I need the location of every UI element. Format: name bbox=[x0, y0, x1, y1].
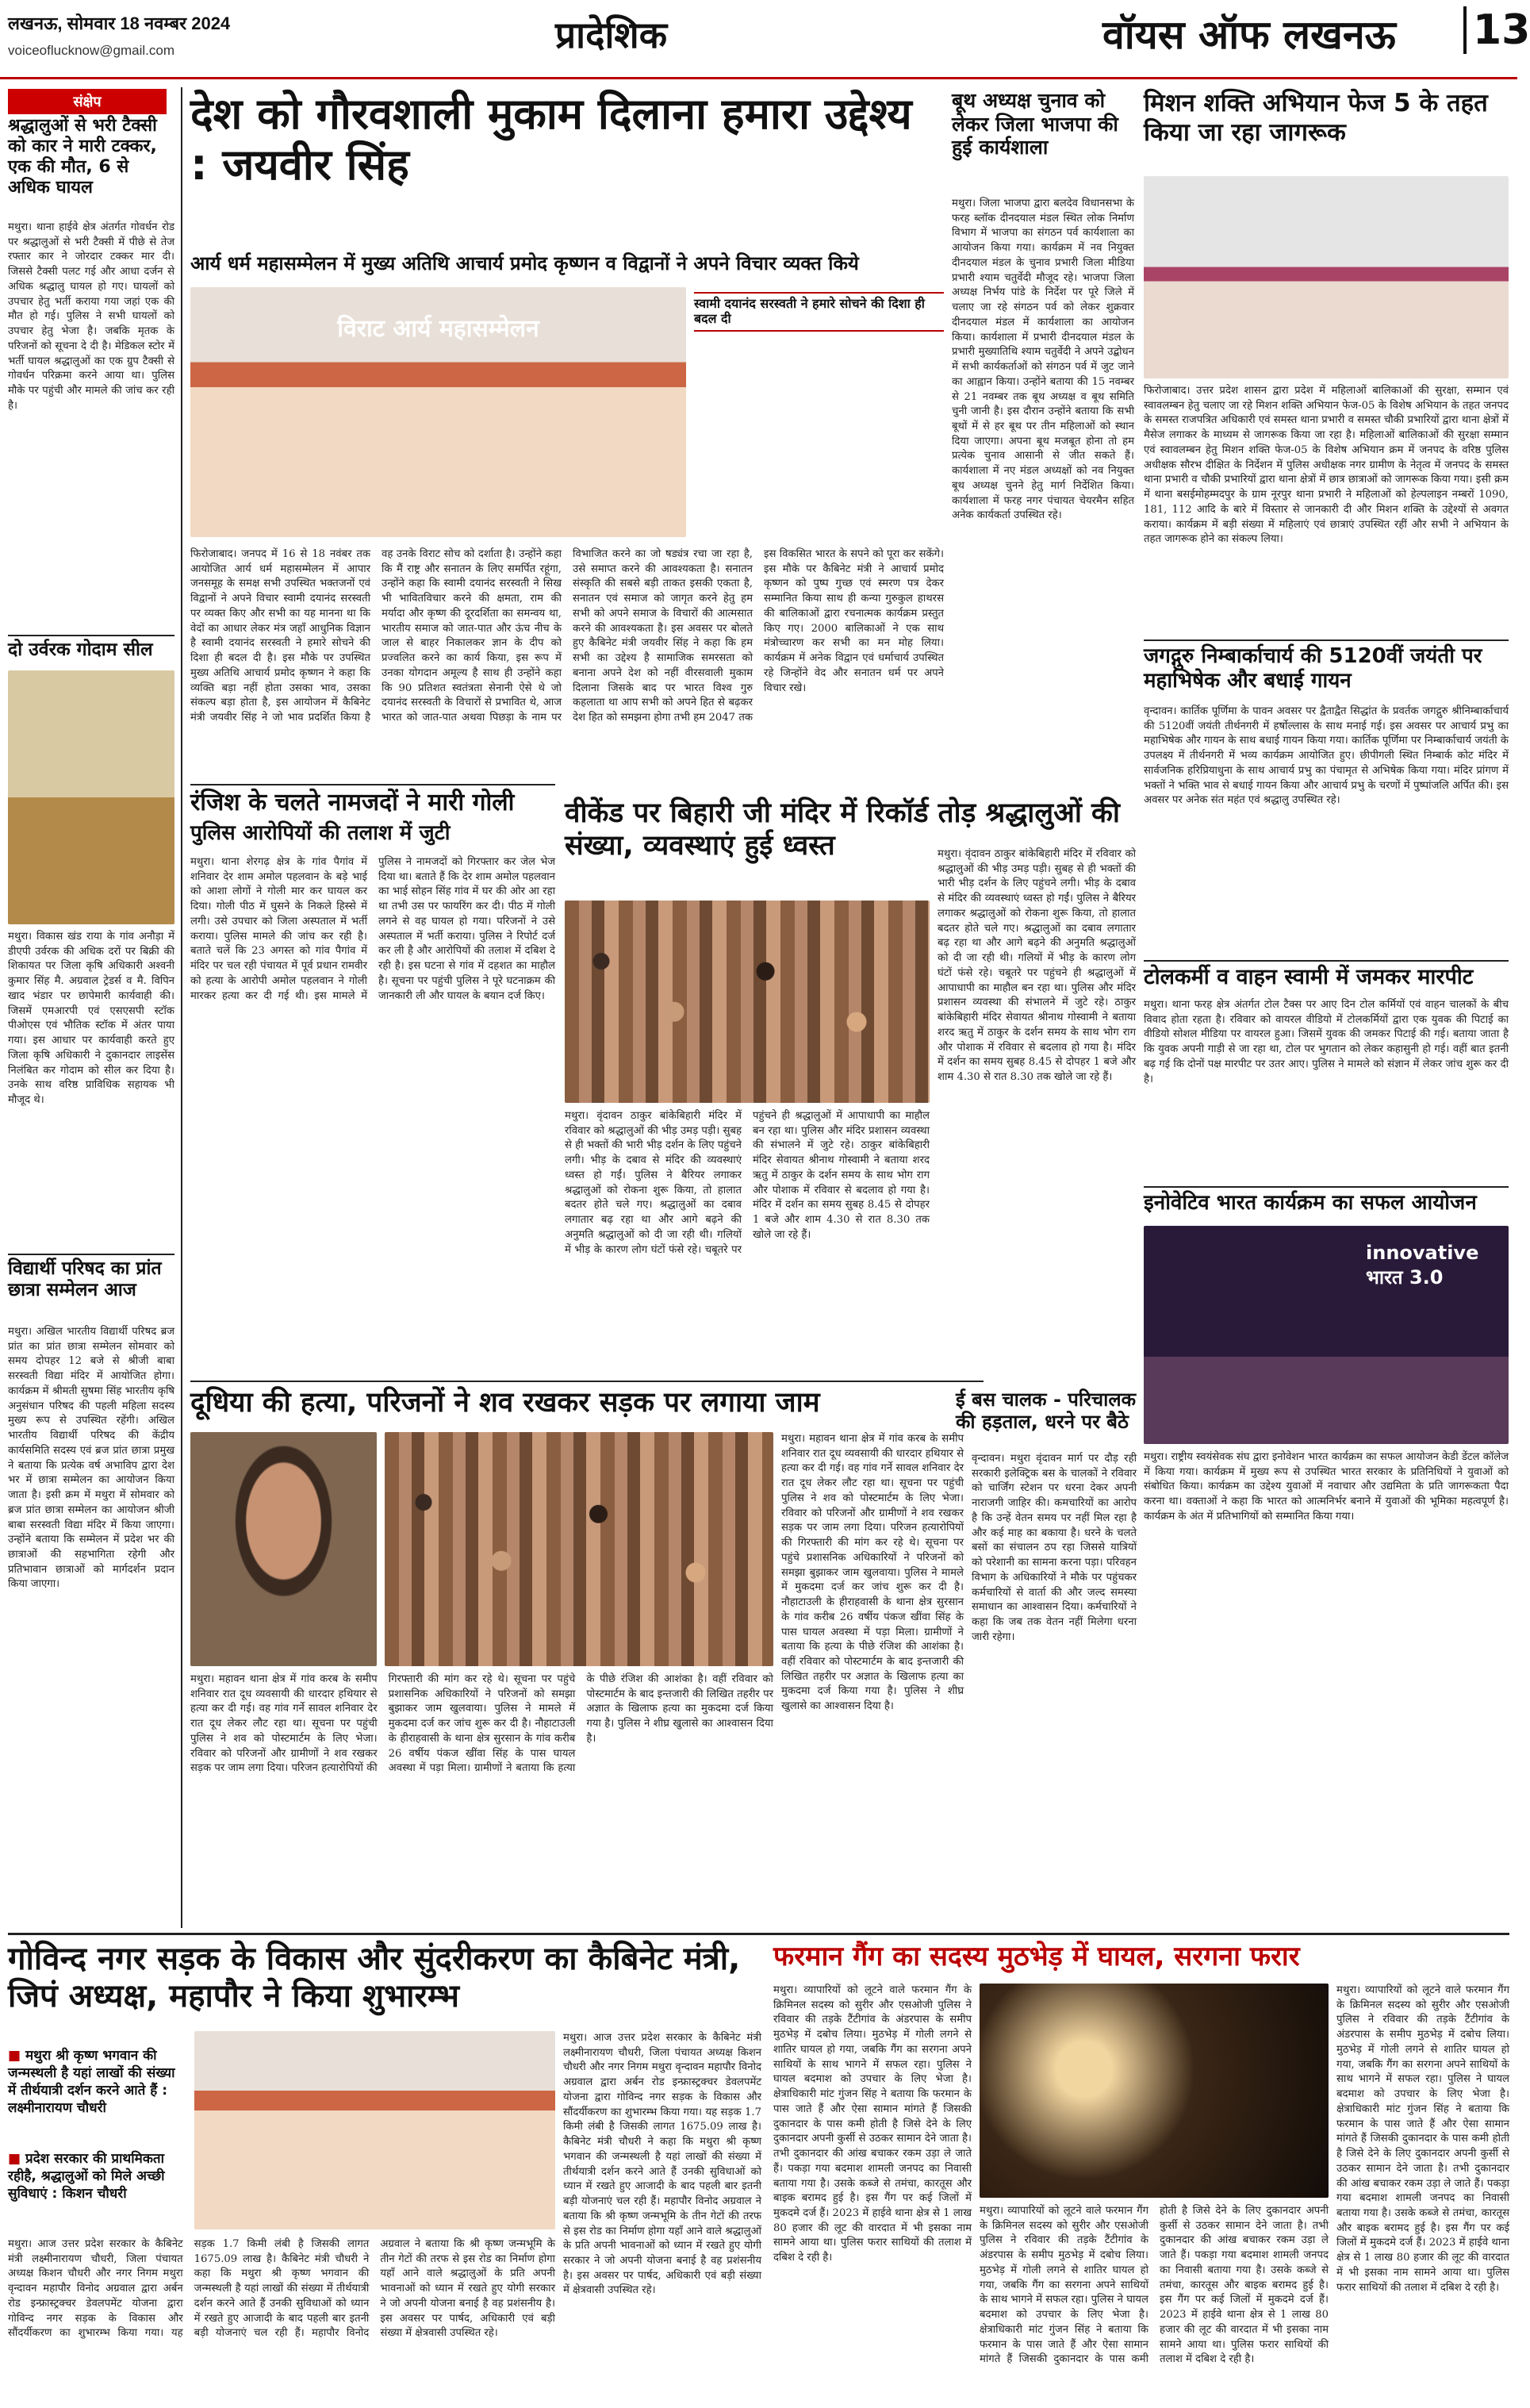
govindnagar-photo bbox=[194, 2031, 555, 2229]
bankebihari-crowd-photo bbox=[565, 901, 930, 1103]
ranjish-subheadline: पुलिस आरोपियों की तलाश में जुटी bbox=[190, 821, 451, 845]
govindnagar-highlight-1: ■ मथुरा श्री कृष्ण भगवान की जन्मस्थली है यहां लाखों की संख्या में तीर्थयात्री दर्शन करने आते हैं : लक्ष्मीनारायण चौधरी bbox=[8, 2047, 186, 2117]
govindnagar-highlight-2: ■ प्रदेश सरकार की प्राथमिकता रहीहै, श्रद्धालुओं को मिले अच्छी सुविधाएं : किशन चौधरी bbox=[8, 2150, 186, 2203]
farman-body-1: मथुरा। व्यापारियों को लूटने वाले फरमान गैंग के क्रिमिनल सदस्य को सुरीर और एसओजी पुलिस ने रविवार की तड़के टैंटीगांव के अंडरपास के समीप मुठभेड़ में दबोच लिया। मुठभेड़ में गोली लगने से शातिर घायल हो गया, जबकि गैंग का सरगना अपने साथियों के साथ भागने में सफल रहा। पुलिस ने घायल बदमाश को उपचार के लिए भेजा है। क्षेत्राधिकारी मांट गुंजन सिंह ने बताया कि फरमान के पास जाते हैं और ऐसा सामान मांगते हैं जिसकी दुकानदार के पास कमी होती है जिसे देने के लिए दुकानदार अपनी कुर्सी से उठकर सामान देने जाता है। तभी दुकानदार की आंख बचाकर रकम उड़ा ले जाते हैं। पकड़ा गया बदमाश शामली जनपद का निवासी बताया गया है। उसके कब्जे से तमंचा, कारतूस और बाइक बरामद हुई है। इस गैंग पर कई जिलों में मुकदमे दर्ज हैं। 2023 में हाईवे थाना क्षेत्र से 1 लाख 80 हजार की लूट की वारदात में भी इसका नाम सामने आया था। पुलिस फरार साथियों की तलाश में दबिश दे रही है। bbox=[773, 1984, 972, 2264]
innovative-headline: इनोवेटिव भारत कार्यक्रम का सफल आयोजन bbox=[1144, 1186, 1509, 1216]
doodhiya-body: मथुरा। महावन थाना क्षेत्र में गांव करब के समीप शनिवार रात दूध व्यवसायी की धारदार हथियार से हत्या कर दी गई। वह गांव गर्ने सावल शनिवार देर रात दूध लेकर लौट रहा था। सूचना पर पहुंची पुलिस ने शव को पोस्टमार्टम के लिए भेजा। रविवार को परिजनों और ग्रामीणों ने शव रखकर सड़क पर जाम लगा दिया। परिजन हत्यारोपियों की गिरफ्तारी की मांग कर रहे थे। सूचना पर पहुंचे प्रशासनिक अधिकारियों ने परिजनों को समझा बुझाकर जाम खुलवाया। पुलिस ने मामले में मुकदमा दर्ज कर जांच शुरू कर दी है। नौहाटाउली के हीराहवासी के थाना क्षेत्र सुरसान के गांव करीब 26 वर्षीय पंकज खींवा सिंह के पास घायल अवस्था में पड़ा मिला। ग्रामीणों ने बताया कि हत्या के पीछे रंजिश की आशंका है। वहीं रविवार को पोस्टमार्टम के बाद इन्तजारी की लिखित तहरीर पर अज्ञात के खिलाफ हत्या का मुकदमा दर्ज किया गया है। पुलिस ने शीघ्र खुलासे का आश्वासन दिया है। bbox=[190, 1673, 773, 1775]
innovative-banner: innovative भारत 3.0 bbox=[1366, 1242, 1479, 1288]
farman-encounter-photo bbox=[980, 1984, 1329, 2198]
doodhiya-headline: दूधिया की हत्या, परिजनों ने शव रखकर सड़क पर लगाया जाम bbox=[190, 1381, 984, 1419]
toll-body: मथुरा। थाना फरह क्षेत्र अंतर्गत टोल टैक्स पर आए दिन टोल कर्मियों एवं वाहन चालकों के बीच विवाद होता रहता है। रविवार को वायरल वीडियो में टोलकर्मियों द्वारा एक युवक की पिटाई का वीडियो सोशल मीडिया पर वायरल हुआ। जिसमें युवक की जमकर पिटाई की गई। बताया जाता है कि युवक अपनी गाड़ी से जा रहा था, टोल पर भुगतान को लेकर कहासुनी हो गई। वहीं बात इतनी बढ़ गई कि दोनों पक्ष मारपीट पर उतर आए। पुलिस ने मामले को संज्ञान में लेकर जांच शुरू कर दी है। bbox=[1144, 999, 1509, 1085]
brief-tag: संक्षेप bbox=[8, 89, 167, 114]
brief-headline-2: दो उर्वरक गोदाम सील bbox=[8, 635, 174, 661]
booth-body: मथुरा। जिला भाजपा द्वारा बलदेव विधानसभा के फरह ब्लॉक दीनदयाल मंडल स्थित लोक निर्माण विभाग में भाजपा का संगठन पर्व कार्यशाला का आयोजन किया गया। कार्यक्रम में नव नियुक्त दीनदयाल मंडल के चुनाव प्रभारी जिला मीडिया प्रभारी श्याम चतुर्वेदी मौजूद रहे। भाजपा जिला अध्यक्ष निर्भय पांडे के निर्देश पर पूरे जिले में चलाए जा रहे संगठन पर्व को लेकर शुक्रवार दीनदयाल मंडल में कार्यशाला का आयोजन किया। कार्यशाला में प्रभारी दीनदयाल मंडल के प्रभारी मुख्यातिथि श्याम चतुर्वेदी ने अपने उद्बोधन में सभी कार्यकर्ताओं को संगठन पर्व में जुट जाने का आह्वान किया। उन्होंने बताया की 15 नवम्बर से 21 नवम्बर तक बूथ अध्यक्ष व बूथ समिति चुनी जानी है। इस दौरान उन्होंने बताया कि सभी बूथों में से हर बूथ पर तीन महिलाओं को स्थान दिया जाएगा। अपना बूथ मजबूत होना तो हम प्रत्येक चुनाव आसानी से जीत सकते हैं। कार्यशाला में नए मंडल अध्यक्षों को नव नियुक्त बूथ अध्यक्ष चुनने हेतु मार्ग निर्देशित किया। कार्यशाला में फरह नगर पंचायत चेयरमैन सहित अनेक कार्यकर्ता उपस्थित रहे। bbox=[952, 198, 1134, 522]
govindnagar-body-cont: मथुरा। आज उत्तर प्रदेश सरकार के कैबिनेट मंत्री लक्ष्मीनारायण चौधरी, जिला पंचायत अध्यक्ष किशन चौधरी और नगर निगम मथुरा वृन्दावन महापौर विनोद अग्रवाल द्वारा अर्बन रोड इन्फ्रास्ट्रक्चर डेवलपमेंट योजना द्वारा गोविन्द नगर सड़क के विकास और सौंदर्यीकरण का शुभारम्भ किया गया। यह सड़क 1.7 किमी लंबी है जिसकी लागत 1675.09 लाख है। कैबिनेट मंत्री चौधरी ने कहा कि मथुरा श्री कृष्ण भगवान की जन्मस्थली है यहां लाखों की संख्या में तीर्थयात्री दर्शन करने आते हैं उनकी सुविधाओं को ध्यान में रखते हुए आजादी के बाद पहली बार इतनी बड़ी योजनाएं चल रही हैं। महापौर विनोद अग्रवाल ने बताया कि श्री कृष्ण जन्मभूमि के तीन गेटों की तरफ से इस रोड का निर्माण होगा यहाँ आने वाले श्रद्धालुओं के प्रति अपनी भावनाओं को ध्यान में रखते हुए योगी सरकार ने जो अपनी योजना बनाई है वह प्रशंसनीय है। इस अवसर पर पार्षद, अधिकारी एवं बड़ी संख्या में क्षेत्रवासी उपस्थित रहे। bbox=[563, 2032, 761, 2297]
brief-body-2: मथुरा। विकास खंड राया के गांव अनौड़ा में डीएपी उर्वरक की अधिक दरों पर बिक्री की शिकायत पर जिला कृषि अधिकारी अश्वनी कुमार सिंह मै. अग्रवाल ट्रेडर्स व मै. विपिन खाद भंडार पर छापेमारी कार्यवाही की। जिसमें एमआरपी एवं एसएसपी स्टॉक पीओएस एवं भौतिक स्टॉक में अंतर पाया गया। इस आधार पर कार्यवाही करते हुए जिला कृषि अधिकारी ने दुकानदार लाइसेंस निलंबित कर गोदाम को सील कर दिया है। उनके साथ वरिष्ठ प्राविधिक सहायक भी मौजूद थे। bbox=[8, 931, 174, 1107]
mission-headline: मिशन शक्ति अभियान फेज 5 के तहत किया जा रहा जागरूक bbox=[1144, 89, 1488, 147]
doodhiya-body-side: मथुरा। महावन थाना क्षेत्र में गांव करब के समीप शनिवार रात दूध व्यवसायी की धारदार हथियार से हत्या कर दी गई। वह गांव गर्ने सावल शनिवार देर रात दूध लेकर लौट रहा था। सूचना पर पहुंची पुलिस ने शव को पोस्टमार्टम के लिए भेजा। रविवार को परिजनों और ग्रामीणों ने शव रखकर सड़क पर जाम लगा दिया। परिजन हत्यारोपियों की गिरफ्तारी की मांग कर रहे थे। सूचना पर पहुंचे प्रशासनिक अधिकारियों ने परिजनों को समझा बुझाकर जाम खुलवाया। पुलिस ने मामले में मुकदमा दर्ज कर जांच शुरू कर दी है। नौहाटाउली के हीराहवासी के थाना क्षेत्र सुरसान के गांव करीब 26 वर्षीय पंकज खींवा सिंह के पास घायल अवस्था में पड़ा मिला। ग्रामीणों ने बताया कि हत्या के पीछे रंजिश की आशंका है। वहीं रविवार को पोस्टमार्टम के बाद इन्तजारी की लिखित तहरीर पर अज्ञात के खिलाफ हत्या का मुकदमा दर्ज किया गया है। पुलिस ने शीघ्र खुलासे का आश्वासन दिया है। bbox=[781, 1433, 964, 1713]
road-block-photo bbox=[385, 1432, 773, 1666]
issue-date: लखनऊ, सोमवार 18 नवम्बर 2024 bbox=[8, 13, 231, 33]
brief-headline-1: श्रद्धालुओं से भरी टैक्सी को कार ने मारी टक्कर, एक की मौत, 6 से अधिक घायल bbox=[8, 116, 157, 198]
booth-headline: बूथ अध्यक्ष चुनाव को लेकर जिला भाजपा की हुई कार्यशाला bbox=[952, 89, 1118, 159]
ranjish-body: मथुरा। थाना शेरगढ़ क्षेत्र के गांव पैगांव में शनिवार देर शाम अमोल पहलवान के बड़े भाई को आशा लोगों ने गोली मार कर घायल कर दिया। गोली पीठ में घुसने के निकले हिस्से में लगी। उसे उपचार को जिला अस्पताल में भर्ती कराया। पुलिस मामले की जांच कर रही है। बताते चलें कि 23 अगस्त को गांव पैगांव में मंदिर पर चल रही पंचायत में पूर्व प्रधान रामवीर को हत्या के आरोपी अमोल पहलवान ने गोली मारकर हत्या कर दी गई थी। इस मामले में पुलिस ने नामजदों को गिरफ्तार कर जेल भेज दिया था। बताते हैं कि देर शाम अमोल पहलवान का भाई सोहन सिंह गांव में घर की ओर आ रहा था तभी उस पर फायरिंग कर दी। पीठ में गोली लगने से वह घायल हो गया। परिजनों ने उसे अस्पताल में भर्ती कराया। पुलिस ने रिपोर्ट दर्ज कर ली है और आरोपियों की तलाश में दबिश दे रही है। इस घटना से गांव में दहशत का माहौल है। सूचना पर पहुंची पुलिस ने पूरे घटनाक्रम की जानकारी ली और घायल के बयान दर्ज किए। bbox=[190, 856, 555, 1002]
lead-subheadline: आर्य धर्म महासम्मेलन में मुख्य अतिथि आचार्य प्रमोद कृष्णन व विद्वानों ने अपने विचार व्यक्त किये bbox=[190, 252, 859, 275]
farman-headline: फरमान गैंग का सदस्य मुठभेड़ में घायल, सरगना फरार bbox=[773, 1941, 1300, 1972]
innovative-photo bbox=[1144, 1226, 1509, 1444]
govindnagar-headline: गोविन्द नगर सड़क के विकास और सुंदरीकरण का कैबिनेट मंत्री, जिपं अध्यक्ष, महापौर ने किया शुभारम्भ bbox=[8, 1941, 741, 2015]
lead-event-photo bbox=[190, 287, 686, 537]
jagadguru-body: वृन्दावन। कार्तिक पूर्णिमा के पावन अवसर पर द्वैताद्वैत सिद्धांत के प्रवर्तक जगद्गुरु श्रीनिम्बार्काचार्य की 5120वीं जयंती तीर्थनगरी में हर्षोल्लास के साथ मनाई गई। इस अवसर पर आचार्य प्रभु का महाभिषेक और गायन के साथ बधाई गायन किया गया। कार्तिक पूर्णिमा पर निम्बार्काचार्य जयंती के उपलक्ष्य में तीर्थनगरी में भव्य कार्यक्रम आयोजित हुए। छीपीगली स्थित निम्बार्क कोट मंदिर में सार्वजनिक हरिप्रियाधुना के साथ आचार्य प्रभु का पंचामृत से अभिषेक किया गया। मंदिर प्रांगण में भक्तों ने भक्ति भाव से बधाई गायन किया और आचार्य प्रभु के चरणों में पुष्पांजलि अर्पित की। इस अवसर पर अनेक संत महंत एवं श्रद्धालु उपस्थित रहे। bbox=[1144, 705, 1509, 807]
ebus-headline: ई बस चालक - परिचालक की हड़ताल, धरने पर बैठे bbox=[956, 1388, 1137, 1434]
bankebihari-body: मथुरा। वृंदावन ठाकुर बांकेबिहारी मंदिर में रविवार को श्रद्धालुओं की भीड़ उमड़ पड़ी। सुबह से ही भक्तों की भारी भीड़ दर्शन के लिए पहुंचने लगी। भीड़ के दबाव से मंदिर की व्यवस्थाएं ध्वस्त हो गईं। पुलिस ने बैरियर लगाकर श्रद्धालुओं को रोकना शुरू किया, तो हालात बदतर होते चले गए। श्रद्धालुओं का दबाव लगातार बढ़ रहा था और आगे बढ़ने की अनुमति श्रद्धालुओं को दी जा रही थी। गलियों में भीड़ के कारण लोग घंटों फंसे रहे। चबूतरे पर पहुंचने ही श्रद्धालुओं में आपाधापी का माहौल बन रहा था। पुलिस और मंदिर प्रशासन व्यवस्था की संभालने में जुटे रहे। ठाकुर बांकेबिहारी मंदिर सेवायत श्रीनाथ गोस्वामी ने बताया शरद ऋतु में ठाकुर के दर्शन समय के साथ भोग राग और पोशाक में रविवार से बदलाव हो गया है। मंदिर में दर्शन का समय सुबह 8.45 से दोपहर 1 बजे और शाम 4.30 से रात 8.30 तक खोले जा रहे हैं। bbox=[565, 1110, 930, 1256]
toll-headline: टोलकर्मी व वाहन स्वामी में जमकर मारपीट bbox=[1144, 960, 1509, 990]
bankebihari-body-cont: मथुरा। वृंदावन ठाकुर बांकेबिहारी मंदिर में रविवार को श्रद्धालुओं की भीड़ उमड़ पड़ी। सुबह से ही भक्तों की भारी भीड़ दर्शन के लिए पहुंचने लगी। भीड़ के दबाव से मंदिर की व्यवस्थाएं ध्वस्त हो गईं। पुलिस ने बैरियर लगाकर श्रद्धालुओं को रोकना शुरू किया, तो हालात बदतर होते चले गए। श्रद्धालुओं का दबाव लगातार बढ़ रहा था और आगे बढ़ने की अनुमति श्रद्धालुओं को दी जा रही थी। गलियों में भीड़ के कारण लोग घंटों फंसे रहे। चबूतरे पर पहुंचने ही श्रद्धालुओं में आपाधापी का माहौल बन रहा था। पुलिस और मंदिर प्रशासन व्यवस्था की संभालने में जुटे रहे। ठाकुर बांकेबिहारी मंदिर सेवायत श्रीनाथ गोस्वामी ने बताया शरद ऋतु में ठाकुर के दर्शन समय के साथ भोग राग और पोशाक में रविवार से बदलाव हो गया है। मंदिर में दर्शन का समय सुबह 8.45 से दोपहर 1 बजे और शाम 4.30 से रात 8.30 तक खोले जा रहे हैं। bbox=[938, 848, 1136, 1084]
mission-body: फिरोजाबाद। उत्तर प्रदेश शासन द्वारा प्रदेश में महिलाओं बालिकाओं की सुरक्षा, सम्मान एवं स्वावलम्बन हेतु चलाए जा रहे मिशन शक्ति अभियान फेज-05 के विशेष अभियान के तहत जनपद के समस्त राजपत्रित अधिकारी एवं समस्त थाना प्रभारी व समस्त चौकी प्रभारियों द्वारा थाना क्षेत्रों में मैसेज लगाकर के माध्यम से जागरूक किया जा रहा है। महिलाओं बालिकाओं की सुरक्षा सम्मान एवं स्वावलम्बन हेतु मिशन शक्ति फेज-05 के विशेष अभियान क्रम में जनपद के वरिष्ठ पुलिस अधीक्षक सौरभ दीक्षित के निर्देशन में पुलिस अधीक्षक नगर ग्रामीण के नेतृत्व में जनपद के समस्त थाना प्रभारी व चौकी प्रभारियों द्वारा थाना क्षेत्रों में छात्र छात्राओं को जागरूक किया गया। इसी क्रम में थाना बसईमोहम्मदपुर के ग्राम नूरपुर थाना प्रभारी ने महिलाओं को हेल्पलाइन नम्बरों 1090, 181, 112 आदि के बारे में विस्तार से जानकारी दी और मिशन शक्ति के उद्देश्यों से अवगत कराया। कार्यक्रम में बड़ी संख्या में महिलाएं एवं छात्राएं उपस्थित रहीं और सभी ने अभियान के तहत जागरूक होने का संकल्प लिया। bbox=[1144, 385, 1509, 546]
banner-text: विराट आर्य महासम्मेलन bbox=[337, 315, 539, 343]
innovative-body: मथुरा। राष्ट्रीय स्वयंसेवक संघ द्वारा इनोवेशन भारत कार्यक्रम का सफल आयोजन केडी डेंटल कॉलेज में किया गया। कार्यक्रम में मुख्य रूप से उपस्थित भारत सरकार के प्रतिनिधियों ने युवाओं को संबोधित किया। कार्यक्रम का उद्देश्य युवाओं में नवाचार और उद्यमिता के प्रति जागरूकता पैदा करना था। वक्ताओं ने कहा कि भारत को आत्मनिर्भर बनाने में युवाओं की भूमिका महत्वपूर्ण है। कार्यक्रम के अंत में प्रतिभागियों को सम्मानित किया गया। bbox=[1144, 1451, 1509, 1523]
victim-portrait bbox=[190, 1432, 377, 1666]
lead-body: फिरोजाबाद। जनपद में 16 से 18 नवंबर तक आयोजित आर्य धर्म महासम्मेलन में आपार जनसमूह के समक्ष सभी उपस्थित भक्तजनों एवं विद्वानों ने अपने विचार स्वामी दयानंद सरस्वती पर व्यक्त किए और सभी का यह मानना था कि वेदों का आधार लेकर मंत्र जहाँ आधुनिक विज्ञान है स्वामी दयानंद सरस्वती ने हमारे सोचने की दिशा ही बदल दी है। इस मौके पर उपस्थित मुख्य अतिथि आचार्य प्रमोद कृष्णन ने कहा कि व्यक्ति बड़ा नहीं होता उसका भाव, उसका संकल्प बड़ा होता है, इस आयोजन में कैबिनेट मंत्री जयवीर सिंह ने जो भाव प्रदर्शित किया है वह उनके विराट सोच को दर्शाता है। उन्होंने कहा कि मैं राष्ट्र और सनातन के लिए समर्पित रहूंगा, उन्होंने कहा कि स्वामी दयानंद सरस्वती ने सिख भी भावितविचार करने की क्षमता, राम की मर्यादा और कृष्ण की दूरदर्शिता का समन्वय था, भारतीय समाज को जात-पात और ऊंच नीच के जाल से बाहर निकालकर ज्ञान के दीप को प्रज्वलित करने का कार्य किया, इस रूप में उनका योगदान अमूल्य है साथ ही उन्होंने कहा कि 90 प्रतिशत स्वतंत्रता सेनानी ऐसे थे जो दयानंद सरस्वती के विचारों से प्रभावित थे, आज भारत को जात-पात अथवा पिछड़ा के नाम पर विभाजित करने का जो षड्यंत्र रचा जा रहा है, उसे समाप्त करने की आवश्यकता है। सनातन संस्कृति की सबसे बड़ी ताकत इसकी एकता है, सनातन एवं समाज को जागृत करने हेतु हम सभी को अपने समाज के विचारों की आत्मसात करने की आवश्यकता है। इस अवसर पर बोलते हुए कैबिनेट मंत्री जयवीर सिंह ने कहा कि हम सभी का उद्देश्य है सामाजिक समरसता को बनाना अपने देश को नहीं वीरसवाली मुकाम दिलाना जिसके बाद पर भारत विश्व गुरु कहलाता था आप सभी को अपने हित से बढ़कर देश हित को समझना होगा तभी हम 2047 तक इस विकसित भारत के सपने को पूरा कर सकेंगे। इस मौके पर कैबिनेट मंत्री ने आचार्य प्रमोद कृष्णन को पुष्प गुच्छ एवं स्मरण पत्र देकर सम्मानित किया साथ ही कन्या गुरुकुल हाथरस की बालिकाओं द्वारा रचनात्मक कार्यक्रम प्रस्तुत किए गए। 2000 बालिकाओं ने एक साथ मंत्रोच्चारण कर सभी का मन मोह लिया। कार्यक्रम में अनेक विद्वान एवं धर्माचार्य उपस्थित रहे जिन्होंने वेद और सनातन धर्म पर अपने विचार रखे। bbox=[190, 548, 944, 724]
govindnagar-body: मथुरा। आज उत्तर प्रदेश सरकार के कैबिनेट मंत्री लक्ष्मीनारायण चौधरी, जिला पंचायत अध्यक्ष किशन चौधरी और नगर निगम मथुरा वृन्दावन महापौर विनोद अग्रवाल द्वारा अर्बन रोड इन्फ्रास्ट्रक्चर डेवलपमेंट योजना द्वारा गोविन्द नगर सड़क के विकास और सौंदर्यीकरण का शुभारम्भ किया गया। यह सड़क 1.7 किमी लंबी है जिसकी लागत 1675.09 लाख है। कैबिनेट मंत्री चौधरी ने कहा कि मथुरा श्री कृष्ण भगवान की जन्मस्थली है यहां लाखों की संख्या में तीर्थयात्री दर्शन करने आते हैं उनकी सुविधाओं को ध्यान में रखते हुए आजादी के बाद पहली बार इतनी बड़ी योजनाएं चल रही हैं। महापौर विनोद अग्रवाल ने बताया कि श्री कृष्ण जन्मभूमि के तीन गेटों की तरफ से इस रोड का निर्माण होगा यहाँ आने वाले श्रद्धालुओं के प्रति अपनी भावनाओं को ध्यान में रखते हुए योगी सरकार ने जो अपनी योजना बनाई है वह प्रशंसनीय है। इस अवसर पर पार्षद, अधिकारी एवं बड़ी संख्या में क्षेत्रवासी उपस्थित रहे। bbox=[8, 2238, 555, 2340]
farman-body-2: मथुरा। व्यापारियों को लूटने वाले फरमान गैंग के क्रिमिनल सदस्य को सुरीर और एसओजी पुलिस ने रविवार की तड़के टैंटीगांव के अंडरपास के समीप मुठभेड़ में दबोच लिया। मुठभेड़ में गोली लगने से शातिर घायल हो गया, जबकि गैंग का सरगना अपने साथियों के साथ भागने में सफल रहा। पुलिस ने घायल बदमाश को उपचार के लिए भेजा है। क्षेत्राधिकारी मांट गुंजन सिंह ने बताया कि फरमान के पास जाते हैं और ऐसा सामान मांगते हैं जिसकी दुकानदार के पास कमी होती है जिसे देने के लिए दुकानदार अपनी कुर्सी से उठकर सामान देने जाता है। तभी दुकानदार की आंख बचाकर रकम उड़ा ले जाते हैं। पकड़ा गया बदमाश शामली जनपद का निवासी बताया गया है। उसके कब्जे से तमंचा, कारतूस और बाइक बरामद हुई है। इस गैंग पर कई जिलों में मुकदमे दर्ज हैं। 2023 में हाईवे थाना क्षेत्र से 1 लाख 80 हजार की लूट की वारदात में भी इसका नाम सामने आया था। पुलिस फरार साथियों की तलाश में दबिश दे रही है। bbox=[1336, 1984, 1509, 2294]
lead-pull-quote: स्वामी दयानंद सरस्वती ने हमारे सोचने की दिशा ही बदल दी bbox=[694, 292, 944, 332]
section-divider bbox=[8, 1933, 1509, 1935]
farman-body-3: मथुरा। व्यापारियों को लूटने वाले फरमान गैंग के क्रिमिनल सदस्य को सुरीर और एसओजी पुलिस ने रविवार की तड़के टैंटीगांव के अंडरपास के समीप मुठभेड़ में दबोच लिया। मुठभेड़ में गोली लगने से शातिर घायल हो गया, जबकि गैंग का सरगना अपने साथियों के साथ भागने में सफल रहा। पुलिस ने घायल बदमाश को उपचार के लिए भेजा है। क्षेत्राधिकारी मांट गुंजन सिंह ने बताया कि फरमान के पास जाते हैं और ऐसा सामान मांगते हैं जिसकी दुकानदार के पास कमी होती है जिसे देने के लिए दुकानदार अपनी कुर्सी से उठकर सामान देने जाता है। तभी दुकानदार की आंख बचाकर रकम उड़ा ले जाते हैं। पकड़ा गया बदमाश शामली जनपद का निवासी बताया गया है। उसके कब्जे से तमंचा, कारतूस और बाइक बरामद हुई है। इस गैंग पर कई जिलों में मुकदमे दर्ज हैं। 2023 में हाईवे थाना क्षेत्र से 1 लाख 80 हजार की लूट की वारदात में भी इसका नाम सामने आया था। पुलिस फरार साथियों की तलाश में दबिश दे रही है। bbox=[980, 2205, 1329, 2366]
ebus-body: वृन्दावन। मथुरा वृंदावन मार्ग पर दौड़ रही सरकारी इलेक्ट्रिक बस के चालकों ने रविवार को चार्जिंग स्टेशन पर धरना देकर अपनी नाराजगी जाहिर की। कमचारियों का आरोप है कि उन्हें वेतन समय पर नहीं मिल रहा है और कई माह का बकाया है। धरने के चलते बसों का संचालन ठप रहा जिससे यात्रियों को परेशानी का सामना करना पड़ा। परिवहन विभाग के अधिकारियों ने मौके पर पहुंचकर कर्मचारियों से वार्ता की और जल्द समस्या समाधान का आश्वासन दिया। कर्मचारियों ने कहा कि जब तक वेतन नहीं मिलेगा धरना जारी रहेगा। bbox=[972, 1453, 1137, 1643]
newspaper-logo: वॉयस ऑफ लखनऊ bbox=[1102, 12, 1396, 58]
mission-photo bbox=[1144, 176, 1509, 378]
brief-body-1: मथुरा। थाना हाईवे क्षेत्र अंतर्गत गोवर्धन रोड पर श्रद्धालुओं से भरी टैक्सी में पीछे से तेज रफ्तार कार ने जोरदार टक्कर मार दी। जिससे टैक्सी पलट गई और आधा दर्जन से अधिक श्रद्धालु घायल हो गए। घायलों को उपचार हेतु भर्ती कराया गया जहां एक की मौत हो गई। पुलिस ने सभी घायलों को उपचार हेतु भेजा है। जबकि मृतक के परिजनों को सूचना दे दी है। मेडिकल स्टोर में भर्ती घायल श्रद्धालुओं का एक ग्रुप टैक्सी से गोवर्धन परिक्रमा करने आया था। पुलिस मौके पर पहुंची और मामले की जांच कर रही है। bbox=[8, 221, 174, 412]
contact-email[interactable]: voiceoflucknow@gmail.com bbox=[8, 43, 175, 58]
jagadguru-headline: जगद्गुरु निम्बार्काचार्य की 5120वीं जयंती पर महाभिषेक और बधाई गायन bbox=[1144, 639, 1509, 693]
section-title: प्रादेशिक bbox=[555, 13, 668, 56]
page-number: 13 bbox=[1463, 6, 1511, 54]
brief-headline-3: विद्यार्थी परिषद का प्रांत छात्रा सम्मेलन आज bbox=[8, 1254, 174, 1301]
brief-body-3: मथुरा। अखिल भारतीय विद्यार्थी परिषद ब्रज प्रांत का प्रांत छात्रा सम्मेलन सोमवार को समय दोपहर 12 बजे से श्रीजी बाबा सरस्वती विद्या मंदिर में आयोजित होगा। कार्यक्रम में श्रीमती सुषमा सिंह भारतीय कृषि अनुसंधान परिषद की पहली महिला सदस्य मुख्य रूप से उपस्थित रहेंगी। अखिल भारतीय विद्यार्थी परिषद की केंद्रीय कार्यसमिति सदस्य एवं ब्रज प्रांत छात्रा प्रमुख ने बताया कि प्रत्येक वर्ष अभाविप द्वारा देश भर में छात्रा सम्मेलन का आयोजन किया जाता है। इसी क्रम में मथुरा में सोमवार को ब्रज प्रांत छात्रा सम्मेलन का आयोजन श्रीजी बाबा सरस्वती विद्या मंदिर में किया जाएगा। उन्होंने बताया कि सम्मेलन में प्रदेश भर की छात्राओं की सहभागिता रहेगी और प्रतिभावान छात्राओं को मार्गदर्शन प्रदान किया जाएगा। bbox=[8, 1326, 174, 1591]
ranjish-headline: रंजिश के चलते नामजदों ने मारी गोली bbox=[190, 784, 555, 816]
lead-headline: देश को गौरवशाली मुकाम दिलाना हमारा उद्देश्य : जयवीर सिंह bbox=[190, 89, 912, 190]
godown-photo bbox=[8, 670, 174, 924]
bankebihari-headline: वीकेंड पर बिहारी जी मंदिर में रिकॉर्ड तोड़ श्रद्धालुओं की संख्या, व्यवस्थाएं हुई ध्वस्त bbox=[565, 797, 1120, 862]
column-rule bbox=[181, 87, 182, 1928]
